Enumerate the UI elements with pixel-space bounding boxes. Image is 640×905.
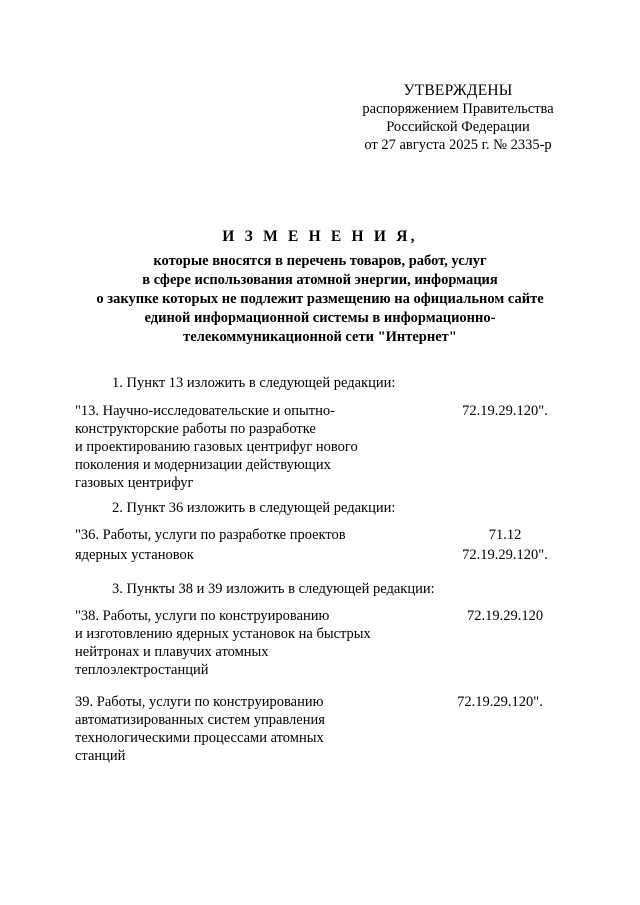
document-heading xyxy=(0,228,640,347)
subtitle-line: в сфере использования атомной энергии, информация xyxy=(142,272,498,288)
entry-line: станций xyxy=(75,748,126,764)
okpd-code: 71.12 xyxy=(488,527,522,543)
entry-line: автоматизированных систем управления xyxy=(75,712,325,728)
entry-line: ядерных установок xyxy=(75,547,194,563)
okpd-code: 72.19.29.120". xyxy=(462,403,548,419)
document-title: И З М Е Н Е Н И Я, xyxy=(222,228,418,245)
entry-line: и изготовлению ядерных установок на быстрых xyxy=(75,626,371,642)
approval-line: Российской Федерации xyxy=(386,119,530,135)
entry-description xyxy=(75,526,405,564)
entry-description xyxy=(75,607,405,679)
entry-code xyxy=(430,607,580,625)
instruction-1: 1. Пункт 13 изложить в следующей редакции: xyxy=(112,375,396,391)
okpd-code: 72.19.29.120 xyxy=(466,608,544,624)
document-subtitle xyxy=(0,252,640,347)
entry-line: и проектированию газовых центрифуг нового xyxy=(75,439,358,455)
entry-line: "36. Работы, услуги по разработке проектов xyxy=(75,527,346,543)
okpd-code: 72.19.29.120". xyxy=(457,694,543,710)
instruction-2: 2. Пункт 36 изложить в следующей редакции: xyxy=(112,500,396,516)
okpd-code: 72.19.29.120". xyxy=(462,547,548,563)
approval-block xyxy=(340,82,576,154)
instruction-3: 3. Пункты 38 и 39 изложить в следующей редакции: xyxy=(112,581,435,597)
entry-line: 39. Работы, услуги по конструированию xyxy=(75,694,324,710)
entry-code xyxy=(425,693,575,711)
entry-line: технологическими процессами атомных xyxy=(75,730,324,746)
entry-code xyxy=(430,526,580,564)
entry-description xyxy=(75,402,405,492)
approval-line: от 27 августа 2025 г. № 2335-р xyxy=(364,137,552,153)
entry-line: конструкторские работы по разработке xyxy=(75,421,316,437)
entry-code xyxy=(430,402,580,420)
entry-line: теплоэлектростанций xyxy=(75,662,209,678)
subtitle-line: единой информационной системы в информационно- xyxy=(144,310,496,326)
subtitle-line: о закупке которых не подлежит размещению на официальном сайте xyxy=(96,291,544,307)
subtitle-line: которые вносятся в перечень товаров, работ, услуг xyxy=(153,253,487,269)
entry-description xyxy=(75,693,405,765)
subtitle-line: телекоммуникационной сети "Интернет" xyxy=(183,329,457,345)
entry-line: нейтронах и плавучих атомных xyxy=(75,644,269,660)
entry-line: газовых центрифуг xyxy=(75,475,194,491)
entry-line: "13. Научно-исследовательские и опытно- xyxy=(75,403,335,419)
approval-title: УТВЕРЖДЕНЫ xyxy=(403,82,513,99)
entry-line: поколения и модернизации действующих xyxy=(75,457,331,473)
entry-line: "38. Работы, услуги по конструированию xyxy=(75,608,330,624)
approval-line: распоряжением Правительства xyxy=(362,101,554,117)
